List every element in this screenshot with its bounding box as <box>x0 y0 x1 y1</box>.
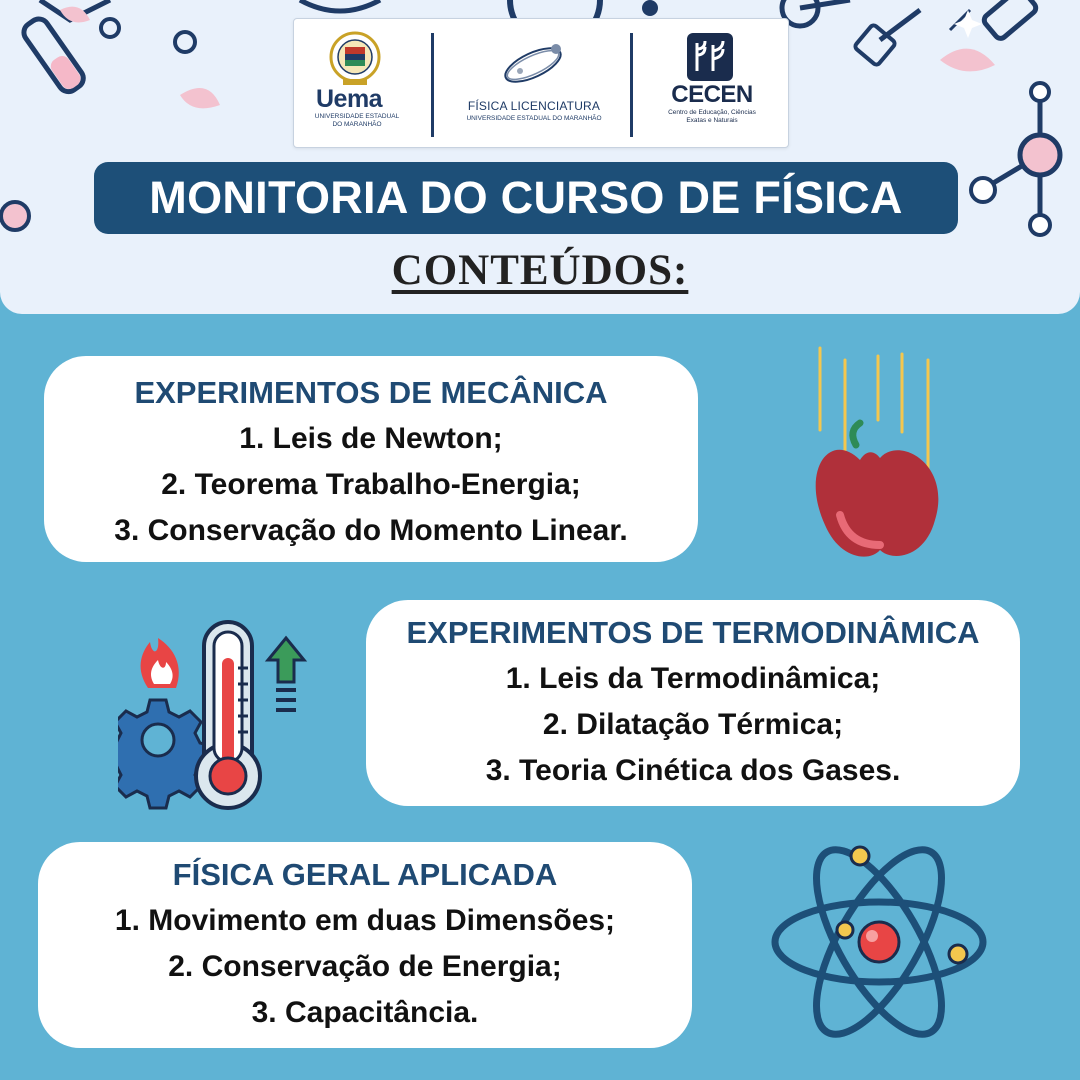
physics-orbit-icon <box>500 39 566 91</box>
list-item: 2. Dilatação Térmica; <box>542 708 844 741</box>
atom-icon <box>768 836 990 1042</box>
thermometer-icon <box>118 618 318 810</box>
header-panel <box>0 0 1080 314</box>
list-item: 3. Conservação do Momento Linear. <box>114 514 628 547</box>
falling-apple-icon <box>800 340 960 570</box>
section-card-mechanics <box>44 356 698 562</box>
fisica-logo-subtitle: UNIVERSIDADE ESTADUAL DO MARANHÃO <box>466 115 602 122</box>
list-item: 1. Leis da Termodinâmica; <box>505 662 881 695</box>
section-heading: EXPERIMENTOS DE MECÂNICA <box>134 375 608 410</box>
section-card-general-physics <box>38 842 692 1048</box>
list-item: 1. Leis de Newton; <box>239 422 503 455</box>
uema-logo-name: Uema <box>316 85 383 113</box>
logo-divider <box>431 33 434 137</box>
logo-bar <box>293 18 789 148</box>
cecen-logo-name: CECEN <box>671 81 753 108</box>
list-item: 1. Movimento em duas Dimensões; <box>114 904 616 937</box>
list-item: 3. Teoria Cinética dos Gases. <box>485 754 901 787</box>
cecen-logo-icon <box>687 33 733 81</box>
list-item: 2. Teorema Trabalho-Energia; <box>161 468 581 501</box>
section-card-thermodynamics <box>366 600 1020 806</box>
contents-subheading: CONTEÚDOS: <box>391 247 689 294</box>
fisica-logo-name: FÍSICA LICENCIATURA <box>467 99 601 113</box>
list-item: 2. Conservação de Energia; <box>168 950 562 983</box>
list-item: 3. Capacitância. <box>251 996 479 1029</box>
uema-logo-subtitle: UNIVERSIDADE ESTADUAL DO MARANHÃO <box>314 113 400 128</box>
section-heading: EXPERIMENTOS DE TERMODINÂMICA <box>406 615 980 650</box>
title-banner <box>94 162 958 234</box>
section-heading: FÍSICA GERAL APLICADA <box>172 857 558 892</box>
cecen-logo-subtitle: Centro de Educação, Ciências Exatas e Naturais <box>668 109 756 124</box>
logo-divider <box>630 33 633 137</box>
page-title: MONITORIA DO CURSO DE FÍSICA <box>149 172 903 223</box>
